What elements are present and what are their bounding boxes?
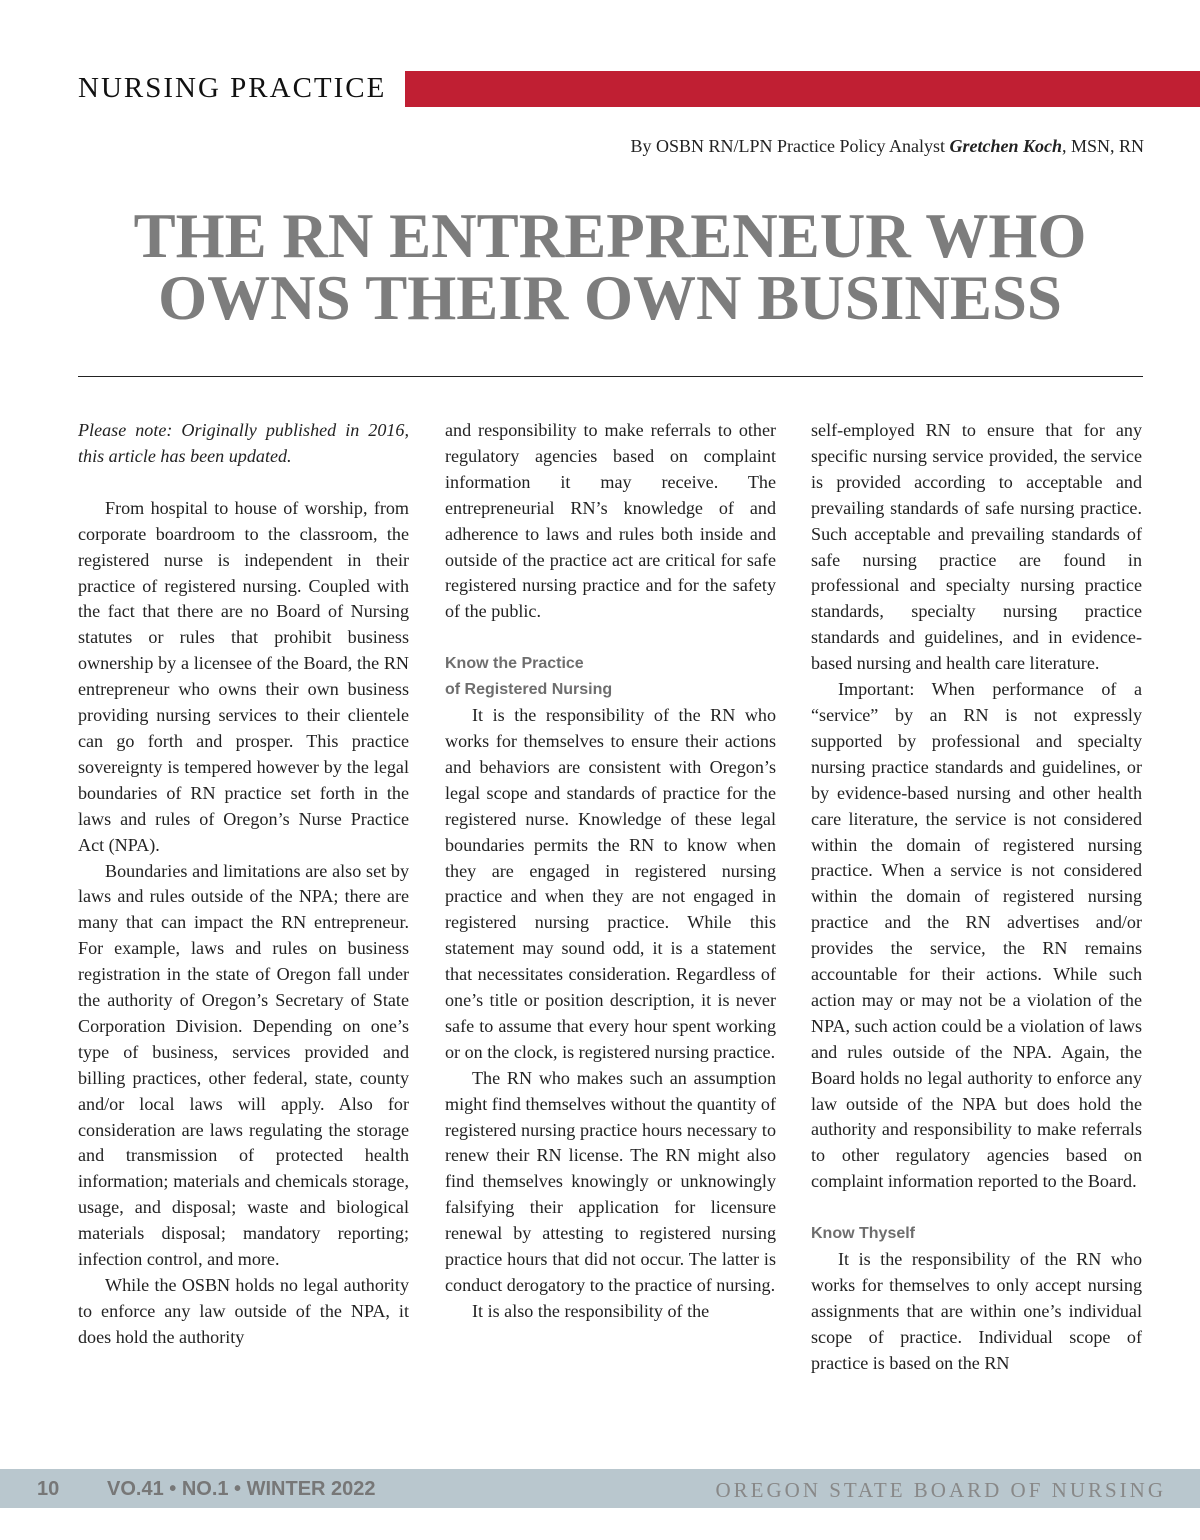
section-accent-bar [405,71,1200,107]
paragraph-continued: self-employed RN to ensure that for any specific nursing service provided, the service is provided according to acceptable and prevailing standards of safe nursing practice. Such acceptable and prevailing standards of safe nursing practice are found in professional and specialty nursing practice standards, specialty nursing practice standards and guidelines, and in evidence-based nursing and health care literature. [811,420,1142,674]
title-divider [78,376,1143,377]
article-title [0,201,1200,333]
author-name: Gretchen Koch [949,136,1062,156]
paragraph-continued: and responsibility to make referrals to other regulatory agencies based on complaint information it may receive. The entrepreneurial RN’s knowledge of and adherence to laws and rules both inside and outside of the practice act are critical for safe registered nursing practice and for the safety of the public. [445,420,776,622]
byline [630,136,1144,157]
article-title-line-1: THE RN ENTREPRENEUR WHO [133,201,1087,271]
paragraph: It is also the responsibility of the [472,1300,710,1321]
subhead-know-the-practice [445,651,776,703]
subhead-line-1: Know the Practice [445,655,584,673]
paragraph: Important: When performance of a “service” by an RN is not expressly supported by professional and specialty nursing practice standards and guidelines, or by evidence-based nursing and other health care literature, the service is not considered within the domain of registered nursing practice. When a service is not considered within the domain of registered nursing practice and the RN advertises and/or provides the service, the RN remains accountable for their actions. While such action may or may not be a violation of the NPA, such action could be a violation of laws and rules outside of the NPA. Again, the Board holds no legal authority to enforce any law outside of the NPA but does hold the authority and responsibility to make referrals to other regulatory agencies based on complaint information reported to the Board. [811,679,1142,1192]
section-label: NURSING PRACTICE [78,72,387,104]
issue-label: VO.41 • NO.1 • WINTER 2022 [107,1478,376,1500]
byline-suffix: , MSN, RN [1061,136,1144,156]
paragraph: The RN who makes such an assumption might find themselves without the quantity of registered nursing practice hours necessary to renew their RN license. The RN might also find themselves knowingly or unknowingly falsifying their application for licensure renewal by attesting to registered nursing practice hours that did not occur. The latter is conduct derogatory to the practice of nursing. [445,1067,776,1295]
article-column-3 [811,418,1142,1377]
paragraph: It is the responsibility of the RN who works for themselves to ensure their actions and behaviors are consistent with Oregon’s legal scope and standards of practice for the registered nurse. Knowledge of these legal boundaries permits the RN to know when they are engaged in registered nursing practice and when they are not engaged in registered nursing practice. While this statement may sound odd, it is a statement that necessitates consideration. Regardless of one’s title or position description, it is never safe to assume that every hour spent working or on the clock, is registered nursing practice. [445,705,776,1062]
subhead-know-thyself: Know Thyself [811,1225,916,1243]
byline-prefix: By OSBN RN/LPN Practice Policy Analyst [630,136,950,156]
paragraph: It is the responsibility of the RN who works for themselves to only accept nursing assignments that are within one’s individual scope of practice. Individual scope of practice is based on the RN [811,1249,1142,1373]
organization-name: OREGON STATE BOARD OF NURSING [715,1478,1166,1502]
publication-note: Please note: Originally published in 2016, this article has been updated. [78,420,409,466]
paragraph: While the OSBN holds no legal authority to enforce any law outside of the NPA, it does hold the authority [78,1275,409,1347]
article-title-line-2: OWNS THEIR OWN BUSINESS [158,263,1062,333]
subhead-line-2: of Registered Nursing [445,681,613,699]
paragraph: From hospital to house of worship, from corporate boardroom to the classroom, the registered nurse is independent in their practice of registered nursing. Coupled with the fact that there are no Board of Nursing statutes or rules that prohibit business ownership by a licensee of the Board, the RN entrepreneur who owns their own business providing nursing services to their clientele can go forth and prosper. This practice sovereignty is tempered however by the legal boundaries of RN practice set forth in the laws and rules of Oregon’s Nurse Practice Act (NPA). [78,497,409,855]
page-number: 10 [37,1478,60,1500]
article-column-2 [445,418,776,1325]
article-column-1 [78,418,409,1351]
paragraph: Boundaries and limitations are also set by laws and rules outside of the NPA; there are many that can impact the RN entrepreneur. For example, laws and rules on business registration in the state of Oregon fall under the authority of Oregon’s Secretary of State Corporation Division. Depending on one’s type of business, services provided and billing practices, other federal, state, county and/or local laws will apply. Also for consideration are laws regulating the storage and transmission of protected health information; materials and chemicals storage, usage, and disposal; waste and biological materials disposal; mandatory reporting; infection control, and more. [78,860,409,1270]
